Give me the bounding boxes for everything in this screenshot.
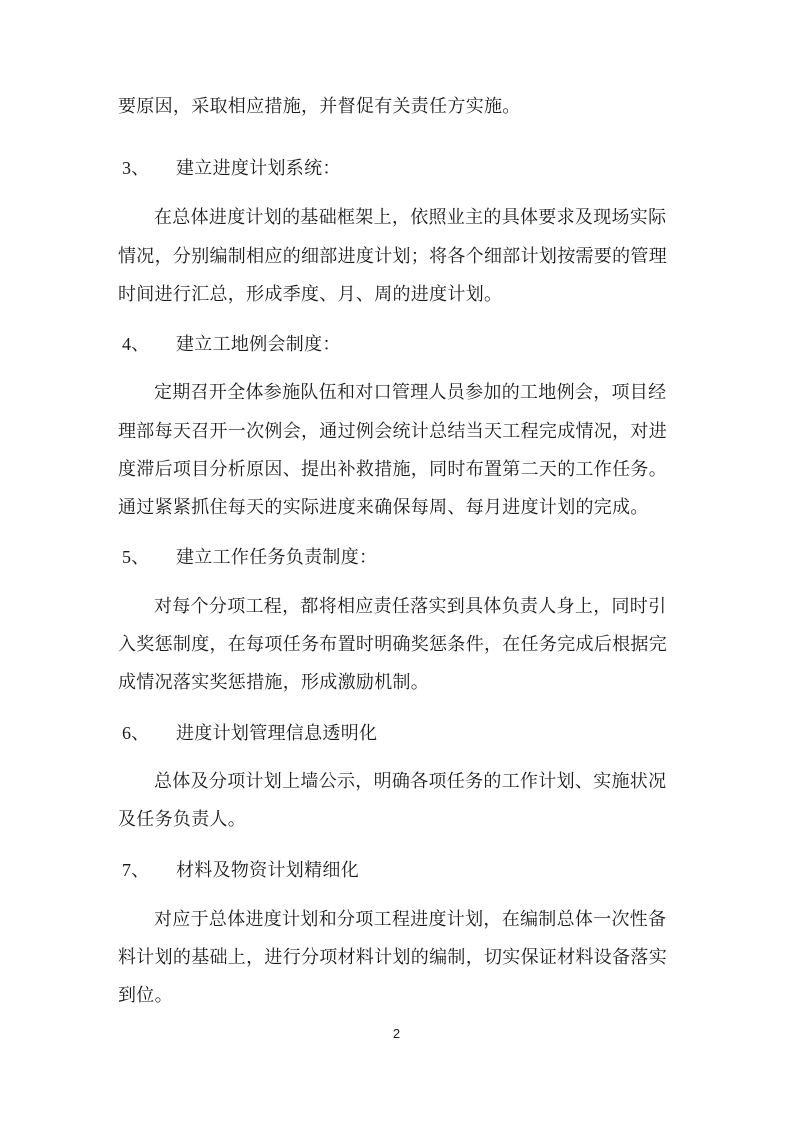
section-heading-6: [122, 722, 682, 745]
paragraph-line: 时间进行汇总，形成季度、月、周的进度计划。: [118, 284, 503, 305]
section-number: 6、: [122, 723, 150, 743]
paragraph-line: 料计划的基础上，进行分项材料计划的编制，切实保证材料设备落实: [118, 947, 667, 968]
section-title: 建立进度计划系统：: [176, 158, 341, 179]
section-title: 材料及物资计划精细化: [176, 860, 359, 881]
section-heading-4: [122, 333, 682, 356]
paragraph-line: 在总体进度计划的基础框架上，依照业主的具体要求及现场实际: [154, 207, 667, 228]
section-number: 3、: [122, 158, 150, 178]
paragraph-line: 度滞后项目分析原因、提出补救措施，同时布置第二天的工作任务。: [118, 459, 667, 480]
section-number: 7、: [122, 860, 150, 880]
paragraph-line: 情况，分别编制相应的细部进度计划；将各个细部计划按需要的管理: [118, 246, 667, 267]
paragraph-line: 对每个分项工程，都将相应责任落实到具体负责人身上，同时引: [154, 596, 667, 617]
section-heading-7: [122, 859, 682, 882]
paragraph-line: 入奖惩制度，在每项任务布置时明确奖惩条件，在任务完成后根据完: [118, 634, 667, 655]
section-title: 进度计划管理信息透明化: [176, 723, 378, 744]
page-number: 2: [392, 1026, 401, 1041]
section-title: 建立工作任务负责制度：: [176, 547, 378, 568]
section-heading-3: [122, 157, 682, 180]
paragraph-line: 成情况落实奖惩措施，形成激励机制。: [118, 672, 430, 693]
paragraph-line: 到位。: [118, 985, 173, 1006]
section-number: 5、: [122, 547, 150, 567]
paragraph-line: 及任务负责人。: [118, 809, 247, 830]
paragraph-line: 定期召开全体参施队伍和对口管理人员参加的工地例会，项目经: [154, 382, 667, 403]
paragraph-line: 总体及分项计划上墙公示，明确各项任务的工作计划、实施状况: [154, 771, 667, 792]
paragraph-line: 通过紧紧抓住每天的实际进度来确保每周、每月进度计划的完成。: [118, 497, 649, 518]
section-heading-5: [122, 546, 682, 569]
paragraph-line: 要原因，采取相应措施，并督促有关责任方实施。: [118, 96, 521, 117]
section-number: 4、: [122, 334, 150, 354]
paragraph-line: 对应于总体进度计划和分项工程进度计划，在编制总体一次性备: [154, 909, 667, 930]
section-title: 建立工地例会制度：: [176, 334, 341, 355]
paragraph-line: 理部每天召开一次例会，通过例会统计总结当天工程完成情况，对进: [118, 421, 667, 442]
